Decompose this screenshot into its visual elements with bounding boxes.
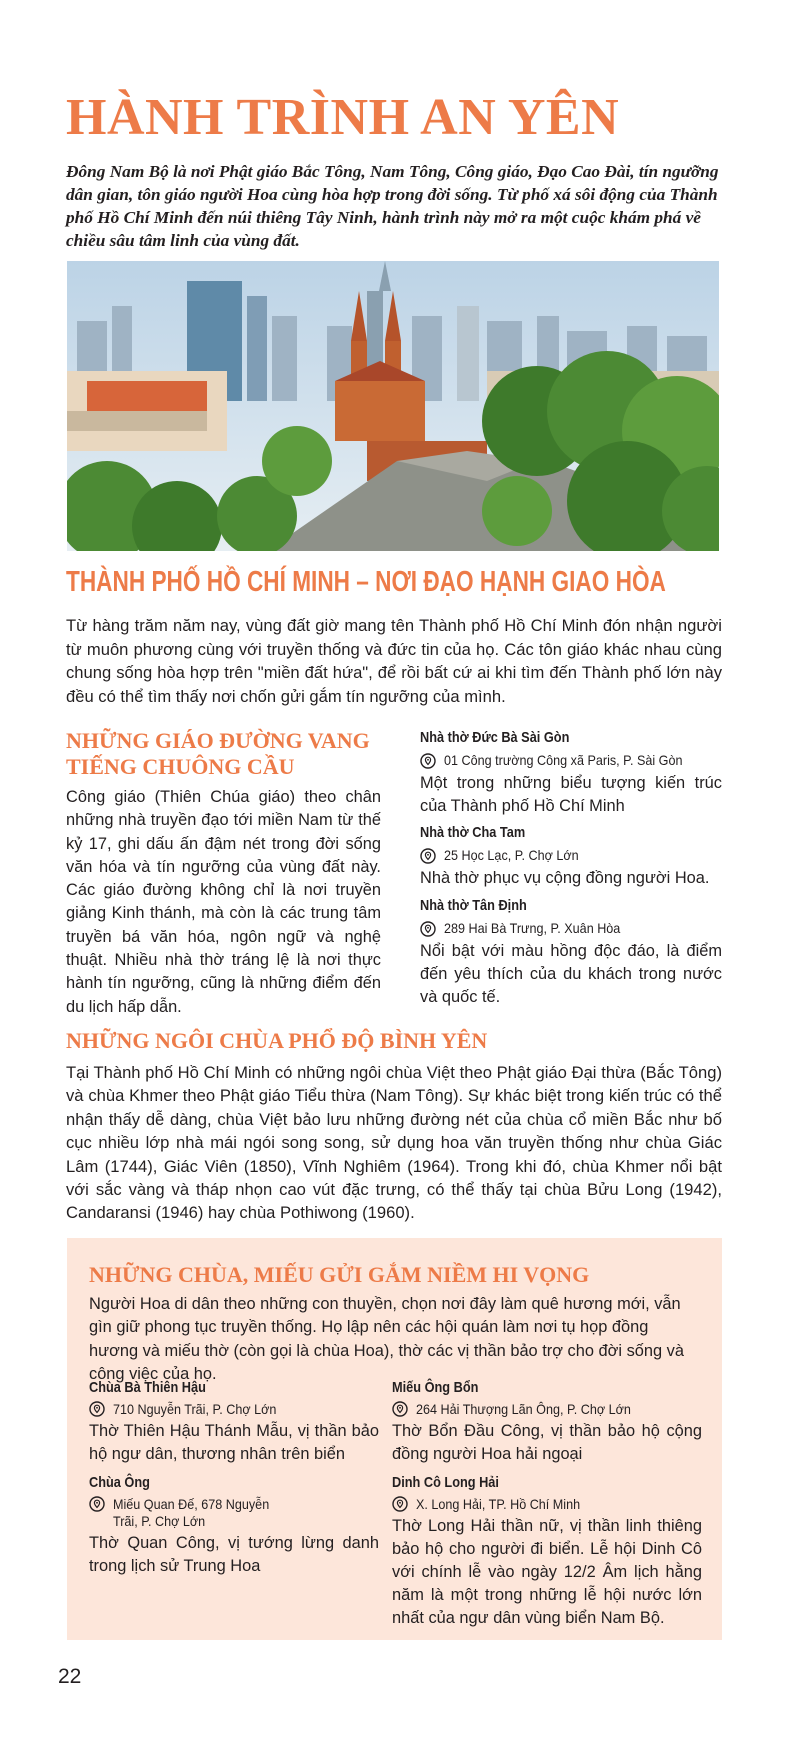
section-body-chinese-temples: Người Hoa di dân theo những con thuyền, chọn nơi đây làm quê hương mới, vẫn gìn giữ phong tục truyền thống. Họ lập nên các hội quán làm nơi tụ họp đồng hương và miếu thờ (còn gọi là chùa Hoa), thờ các vị thần bảo trợ cho đời sống và công việc của họ. (89, 1295, 684, 1383)
place-item (89, 1378, 379, 1466)
location-pin-icon (392, 1401, 408, 1417)
location-pin-icon (420, 848, 436, 864)
place-address: 264 Hải Thượng Lãn Ông, P. Chợ Lớn (416, 1401, 631, 1417)
place-item (420, 823, 722, 890)
place-description: Thờ Long Hải thần nữ, vị thần linh thiêng bảo hộ cho người đi biển. Lễ hội Dinh Cô với chính lễ vào ngày 12/2 Âm lịch hằng năm là một trong những lễ hội nước lớn nhất của ngư dân vùng biển Nam Bộ. (392, 1517, 702, 1627)
place-description: Nổi bật với màu hồng độc đáo, là điểm đến yêu thích của du khách trong nước và quốc tế. (420, 942, 722, 1006)
location-pin-icon (89, 1401, 105, 1417)
place-address: 710 Nguyễn Trãi, P. Chợ Lớn (113, 1401, 277, 1417)
section-body-pagodas: Tại Thành phố Hồ Chí Minh có những ngôi chùa Việt theo Phật giáo Đại thừa (Bắc Tông) và chùa Khmer theo Phật giáo Tiểu thừa (Nam Tông). Sự khác biệt trong kiến trúc có thể nhận thấy dễ dàng, chùa Việt bảo lưu những đường nét của chùa cổ miền Bắc như bố cục nhiều lớp nhà mái ngói song song, sử dụng hoa văn truyền thống như chùa Giác Lâm (1744), Giác Viên (1850), Vĩnh Nghiêm (1964). Trong khi đó, chùa Khmer nổi bật với sắc vàng và tháp nhọn cao vút đặc trưng, có thể thấy tại chùa Bửu Long (1942), Candaransi (1946) hay chùa Pothiwong (1960). (66, 1063, 722, 1223)
place-name: Nhà thờ Đức Bà Sài Gòn (420, 729, 570, 746)
place-address: 289 Hai Bà Trưng, P. Xuân Hòa (444, 920, 621, 936)
page-number: 22 (58, 1665, 82, 1688)
hero-photo-saigon-cathedral (67, 261, 719, 551)
section-title-chinese-temples: NHỮNG CHÙA, MIẾU GỬI GẮM NIỀM HI VỌNG (89, 1262, 590, 1287)
place-description: Thờ Thiên Hậu Thánh Mẫu, vị thần bảo hộ ngư dân, thương nhân trên biển (89, 1422, 379, 1463)
place-name: Miếu Ông Bổn (392, 1379, 479, 1396)
place-address: 01 Công trường Công xã Paris, P. Sài Gòn (444, 752, 683, 768)
place-address: X. Long Hải, TP. Hồ Chí Minh (416, 1496, 581, 1512)
page-title: HÀNH TRÌNH AN YÊN (66, 89, 620, 146)
place-item (420, 896, 722, 1009)
place-name: Dinh Cô Long Hải (392, 1474, 499, 1491)
place-name: Nhà thờ Cha Tam (420, 824, 526, 841)
highlight-box-chinese-temples (67, 1238, 722, 1640)
place-name: Chùa Ông (89, 1474, 150, 1491)
place-description: Thờ Bổn Đầu Công, vị thần bảo hộ cộng đồng người Hoa hải ngoại (392, 1422, 702, 1463)
place-name: Nhà thờ Tân Định (420, 897, 527, 914)
intro-paragraph: Đông Nam Bộ là nơi Phật giáo Bắc Tông, Nam Tông, Công giáo, Đạo Cao Đài, tín ngưỡng dân gian, tôn giáo người Hoa cùng hòa hợp trong đời sống. Từ phố xá sôi động của Thành phố Hồ Chí Minh đến núi thiêng Tây Ninh, hành trình này mở ra một cuộc khám phá về chiều sâu tâm linh của vùng đất. (66, 162, 719, 250)
section-title-churches: NHỮNG GIÁO ĐƯỜNG VANG TIẾNG CHUÔNG CẦU (66, 728, 370, 779)
place-item (89, 1473, 379, 1578)
place-item (392, 1378, 702, 1466)
place-item (420, 728, 722, 818)
location-pin-icon (392, 1496, 408, 1512)
section-title-pagodas: NHỮNG NGÔI CHÙA PHỔ ĐỘ BÌNH YÊN (66, 1028, 488, 1053)
location-pin-icon (89, 1496, 105, 1512)
section-body-churches: Công giáo (Thiên Chúa giáo) theo chân những nhà truyền đạo tới miền Nam từ thế kỷ 17, ghi dấu ấn đậm nét trong đời sống văn hóa và tín ngưỡng của vùng đất này. Các giáo đường không chỉ là nơi truyền giảng Kinh thánh, mà còn là các trung tâm truyền bá văn hóa, ngôn ngữ và nghệ thuật. Nhiều nhà thờ tráng lệ là nơi thực hành tín ngưỡng, cũng là những điểm đến du lịch hấp dẫn. (66, 788, 381, 1016)
location-pin-icon (420, 921, 436, 937)
place-description: Thờ Quan Công, vị tướng lừng danh trong lịch sử Trung Hoa (89, 1534, 379, 1575)
place-name: Chùa Bà Thiên Hậu (89, 1379, 206, 1396)
place-address: Miếu Quan Đế, 678 Nguyễn Trãi, P. Chợ Lớn (113, 1496, 270, 1529)
place-description: Nhà thờ phục vụ cộng đồng người Hoa. (420, 869, 710, 887)
section-title-hcmc: THÀNH PHỐ HỒ CHÍ MINH – NƠI ĐẠO HẠNH GIAO HÒA (66, 566, 666, 598)
location-pin-icon (420, 753, 436, 769)
place-description: Một trong những biểu tượng kiến trúc của Thành phố Hồ Chí Minh (420, 774, 722, 815)
place-address: 25 Học Lạc, P. Chợ Lớn (444, 847, 579, 863)
section-body-hcmc: Từ hàng trăm năm nay, vùng đất giờ mang tên Thành phố Hồ Chí Minh đón nhận người từ muôn phương cùng với truyền thống và đức tin của họ. Các tôn giáo khác nhau cùng chung sống hòa hợp trên "miền đất hứa", để rồi bất cứ ai khi tìm đến Thành phố lớn này đều có thể tìm thấy nơi chốn gửi gắm tín ngưỡng của mình. (66, 616, 722, 706)
place-item (392, 1473, 702, 1630)
